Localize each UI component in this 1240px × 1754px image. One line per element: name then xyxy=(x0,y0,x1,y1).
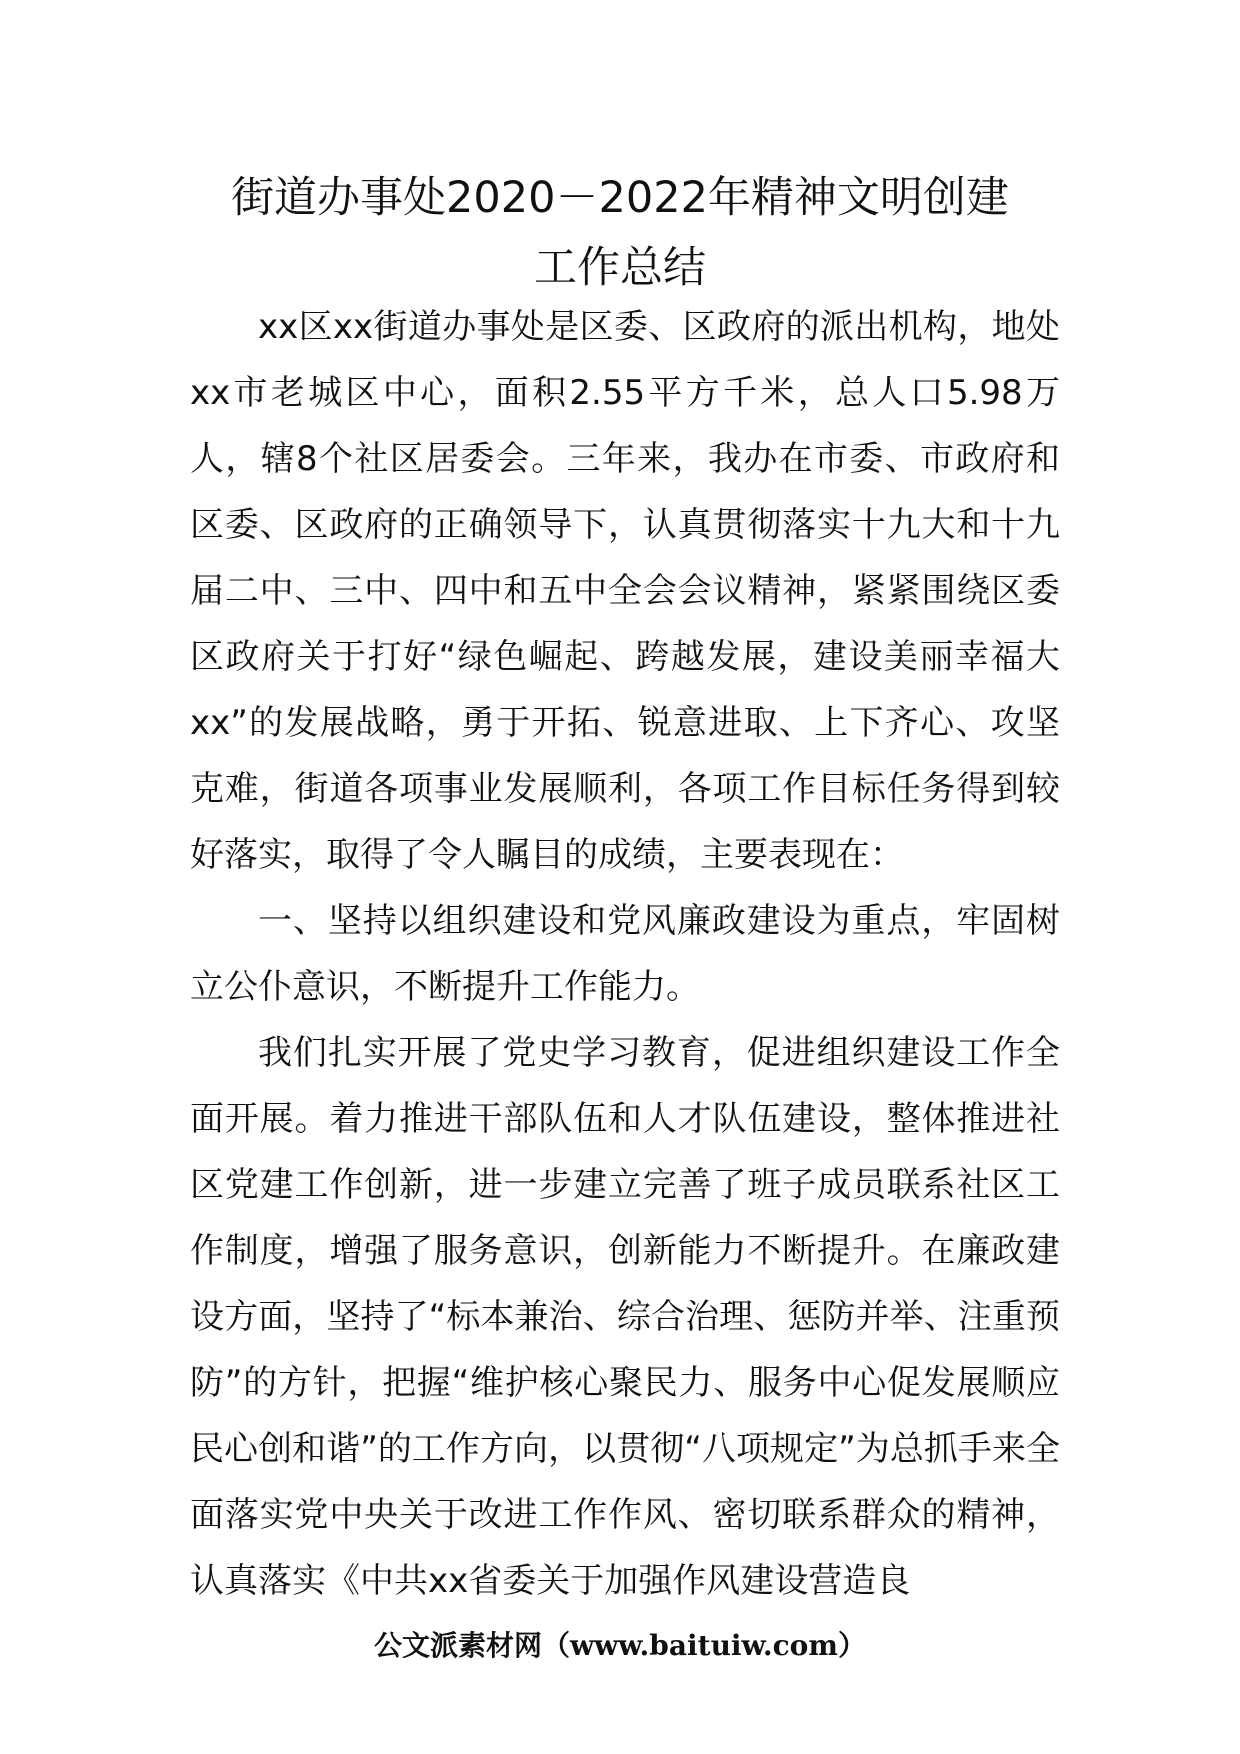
body-paragraph-intro xyxy=(190,294,1060,888)
body-paragraph-party-building xyxy=(190,1020,1060,1614)
footer-watermark-text: 公文派素材网（www.baituiw.com） xyxy=(374,1629,866,1662)
document-title-line-1: 街道办事处2020－2022年精神文明创建 xyxy=(231,173,1009,223)
section-heading-text: 一、坚持以组织建设和党风廉政建设为重点，牢固树立公仆意识，不断提升工作能力。 xyxy=(190,901,1060,1007)
paragraph-text: 我们扎实开展了党史学习教育，促进组织建设工作全面开展。着力推进干部队伍和人才队伍建设，整体推进社区党建工作创新，进一步建立完善了班子成员联系社区工作制度，增强了服务意识，创新能力不断提升。在廉政建设方面，坚持了“标本兼治、综合治理、惩防并举、注重预防”的方针，把握“维护核心聚民力、服务中心促发展顺应民心创和谐”的工作方向，以贯彻“八项规定”为总抓手来全面落实党中央关于改进工作作风、密切联系群众的精神，认真落实《中共xx省委关于加强作风建设营造良 xyxy=(190,1033,1060,1601)
body-paragraph-section-heading xyxy=(190,888,1060,1020)
paragraph-text: xx区xx街道办事处是区委、区政府的派出机构，地处xx市老城区中心，面积2.55平方千米，总人口5.98万人，辖8个社区居委会。三年来，我办在市委、市政府和区委、区政府的正确领导下，认真贯彻落实十九大和十九届二中、三中、四中和五中全会会议精神，紧紧围绕区委区政府关于打好“绿色崛起、跨越发展，建设美丽幸福大xx”的发展战略，勇于开拓、锐意进取、上下齐心、攻坚克难，街道各项事业发展顺利，各项工作目标任务得到较好落实，取得了令人瞩目的成绩，主要表现在： xyxy=(190,307,1060,875)
document-title-line-2: 工作总结 xyxy=(534,243,706,293)
